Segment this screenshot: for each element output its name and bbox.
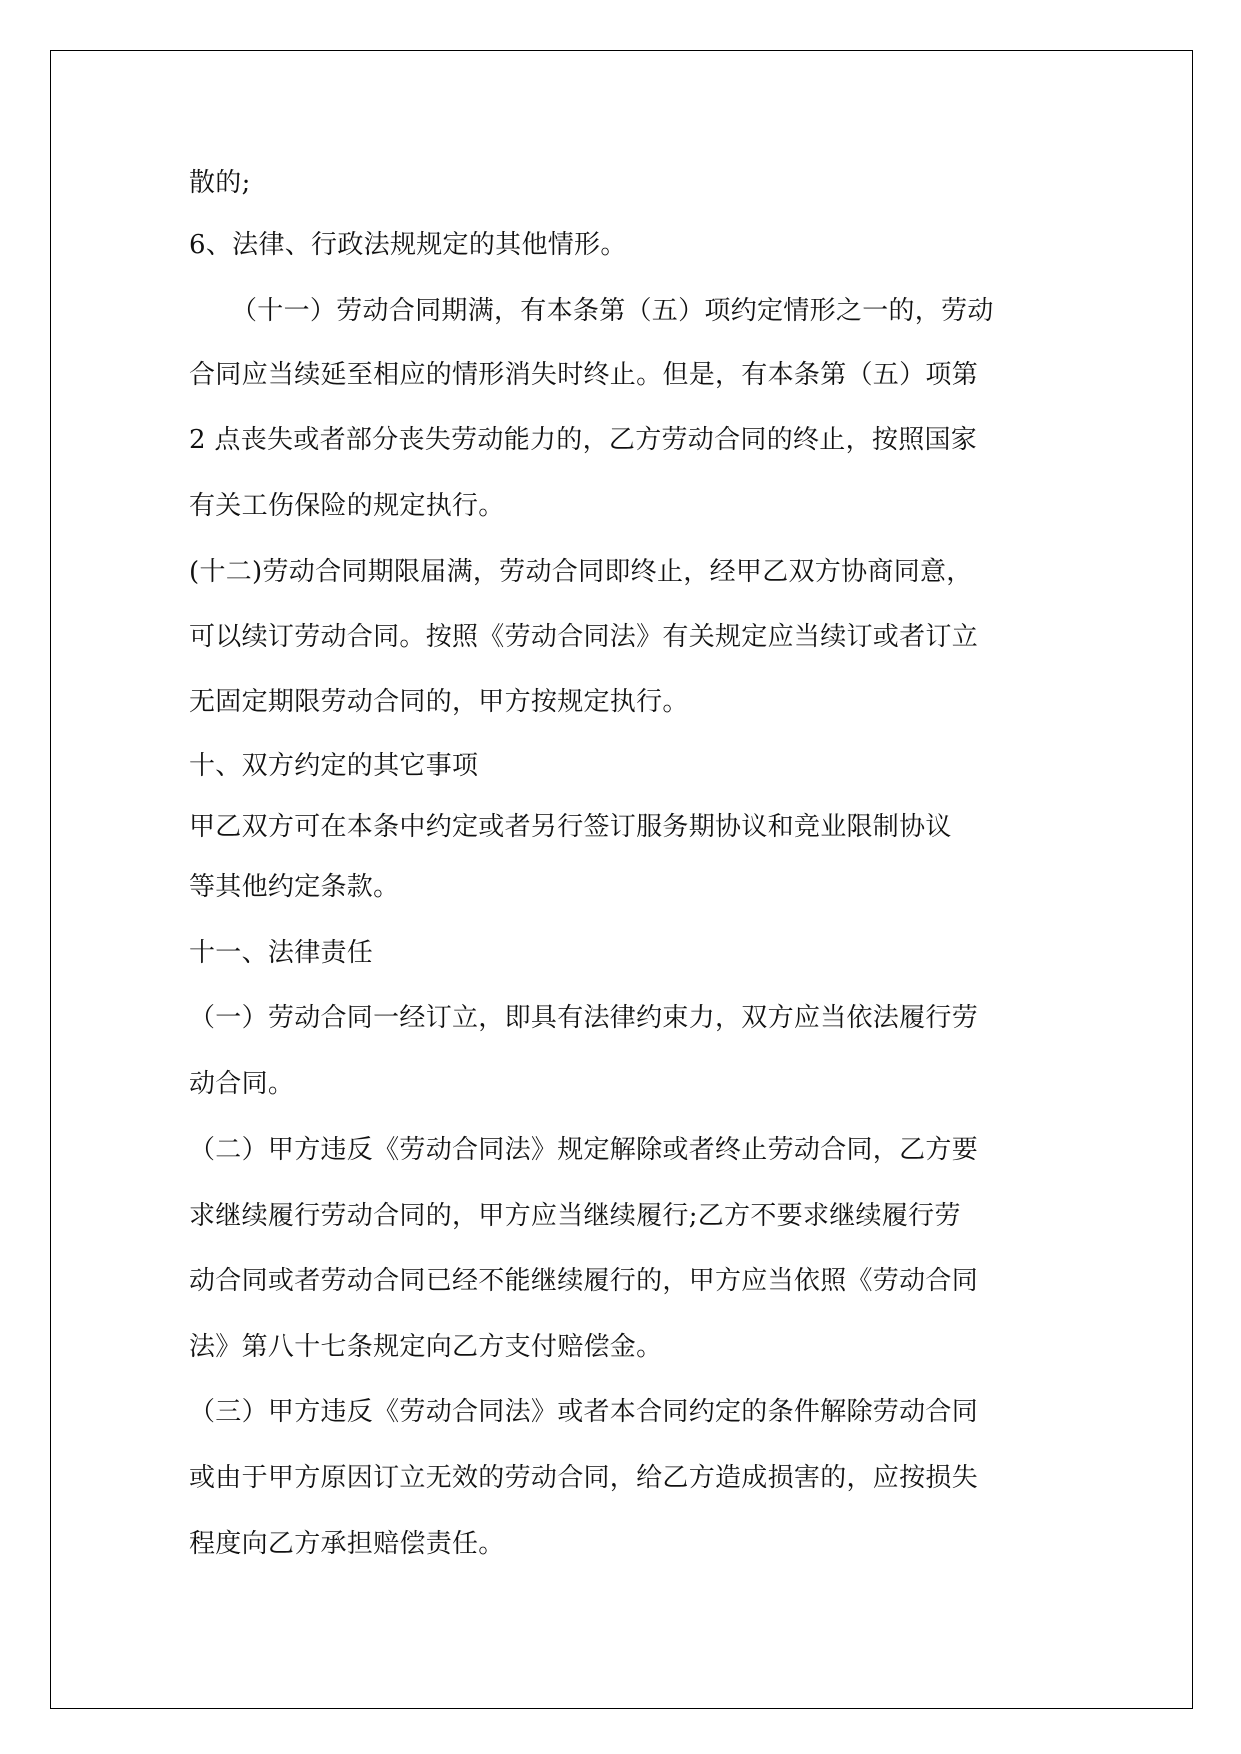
text-line: 散的; [189, 168, 251, 198]
text-line: 等其他约定条款。 [189, 872, 400, 902]
text-line: 动合同。 [189, 1069, 295, 1099]
text-line: 可以续订劳动合同。按照《劳动合同法》有关规定应当续订或者订立 [189, 622, 979, 652]
text-line: 无固定期限劳动合同的，甲方按规定执行。 [189, 687, 689, 717]
text-line: (十二)劳动合同期限届满，劳动合同即终止，经甲乙双方协商同意， [189, 557, 973, 587]
text-line: （十一）劳动合同期满，有本条第（五）项约定情形之一的，劳动 [231, 296, 994, 326]
text-line: （二）甲方违反《劳动合同法》规定解除或者终止劳动合同，乙方要 [189, 1135, 979, 1165]
text-line: 动合同或者劳动合同已经不能继续履行的，甲方应当依照《劳动合同 [189, 1266, 979, 1296]
text-line: 法》第八十七条规定向乙方支付赔偿金。 [189, 1332, 663, 1362]
text-line: 有关工伤保险的规定执行。 [189, 491, 505, 521]
text-line: 6、法律、行政法规规定的其他情形。 [189, 230, 627, 260]
text-line: 或由于甲方原因订立无效的劳动合同，给乙方造成损害的，应按损失 [189, 1463, 979, 1493]
text-line: 合同应当续延至相应的情形消失时终止。但是，有本条第（五）项第 [189, 360, 979, 390]
text-line: 程度向乙方承担赔偿责任。 [189, 1529, 505, 1559]
text-line: （三）甲方违反《劳动合同法》或者本合同约定的条件解除劳动合同 [189, 1397, 979, 1427]
text-line: 2 点丧失或者部分丧失劳动能力的，乙方劳动合同的终止，按照国家 [189, 425, 978, 455]
section-heading: 十一、法律责任 [189, 938, 374, 968]
section-heading: 十、双方约定的其它事项 [189, 751, 479, 781]
text-line: 求继续履行劳动合同的，甲方应当继续履行;乙方不要求继续履行劳 [189, 1201, 961, 1231]
text-line: （一）劳动合同一经订立，即具有法律约束力，双方应当依法履行劳 [189, 1003, 979, 1033]
text-line: 甲乙双方可在本条中约定或者另行签订服务期协议和竞业限制协议 [189, 812, 952, 842]
